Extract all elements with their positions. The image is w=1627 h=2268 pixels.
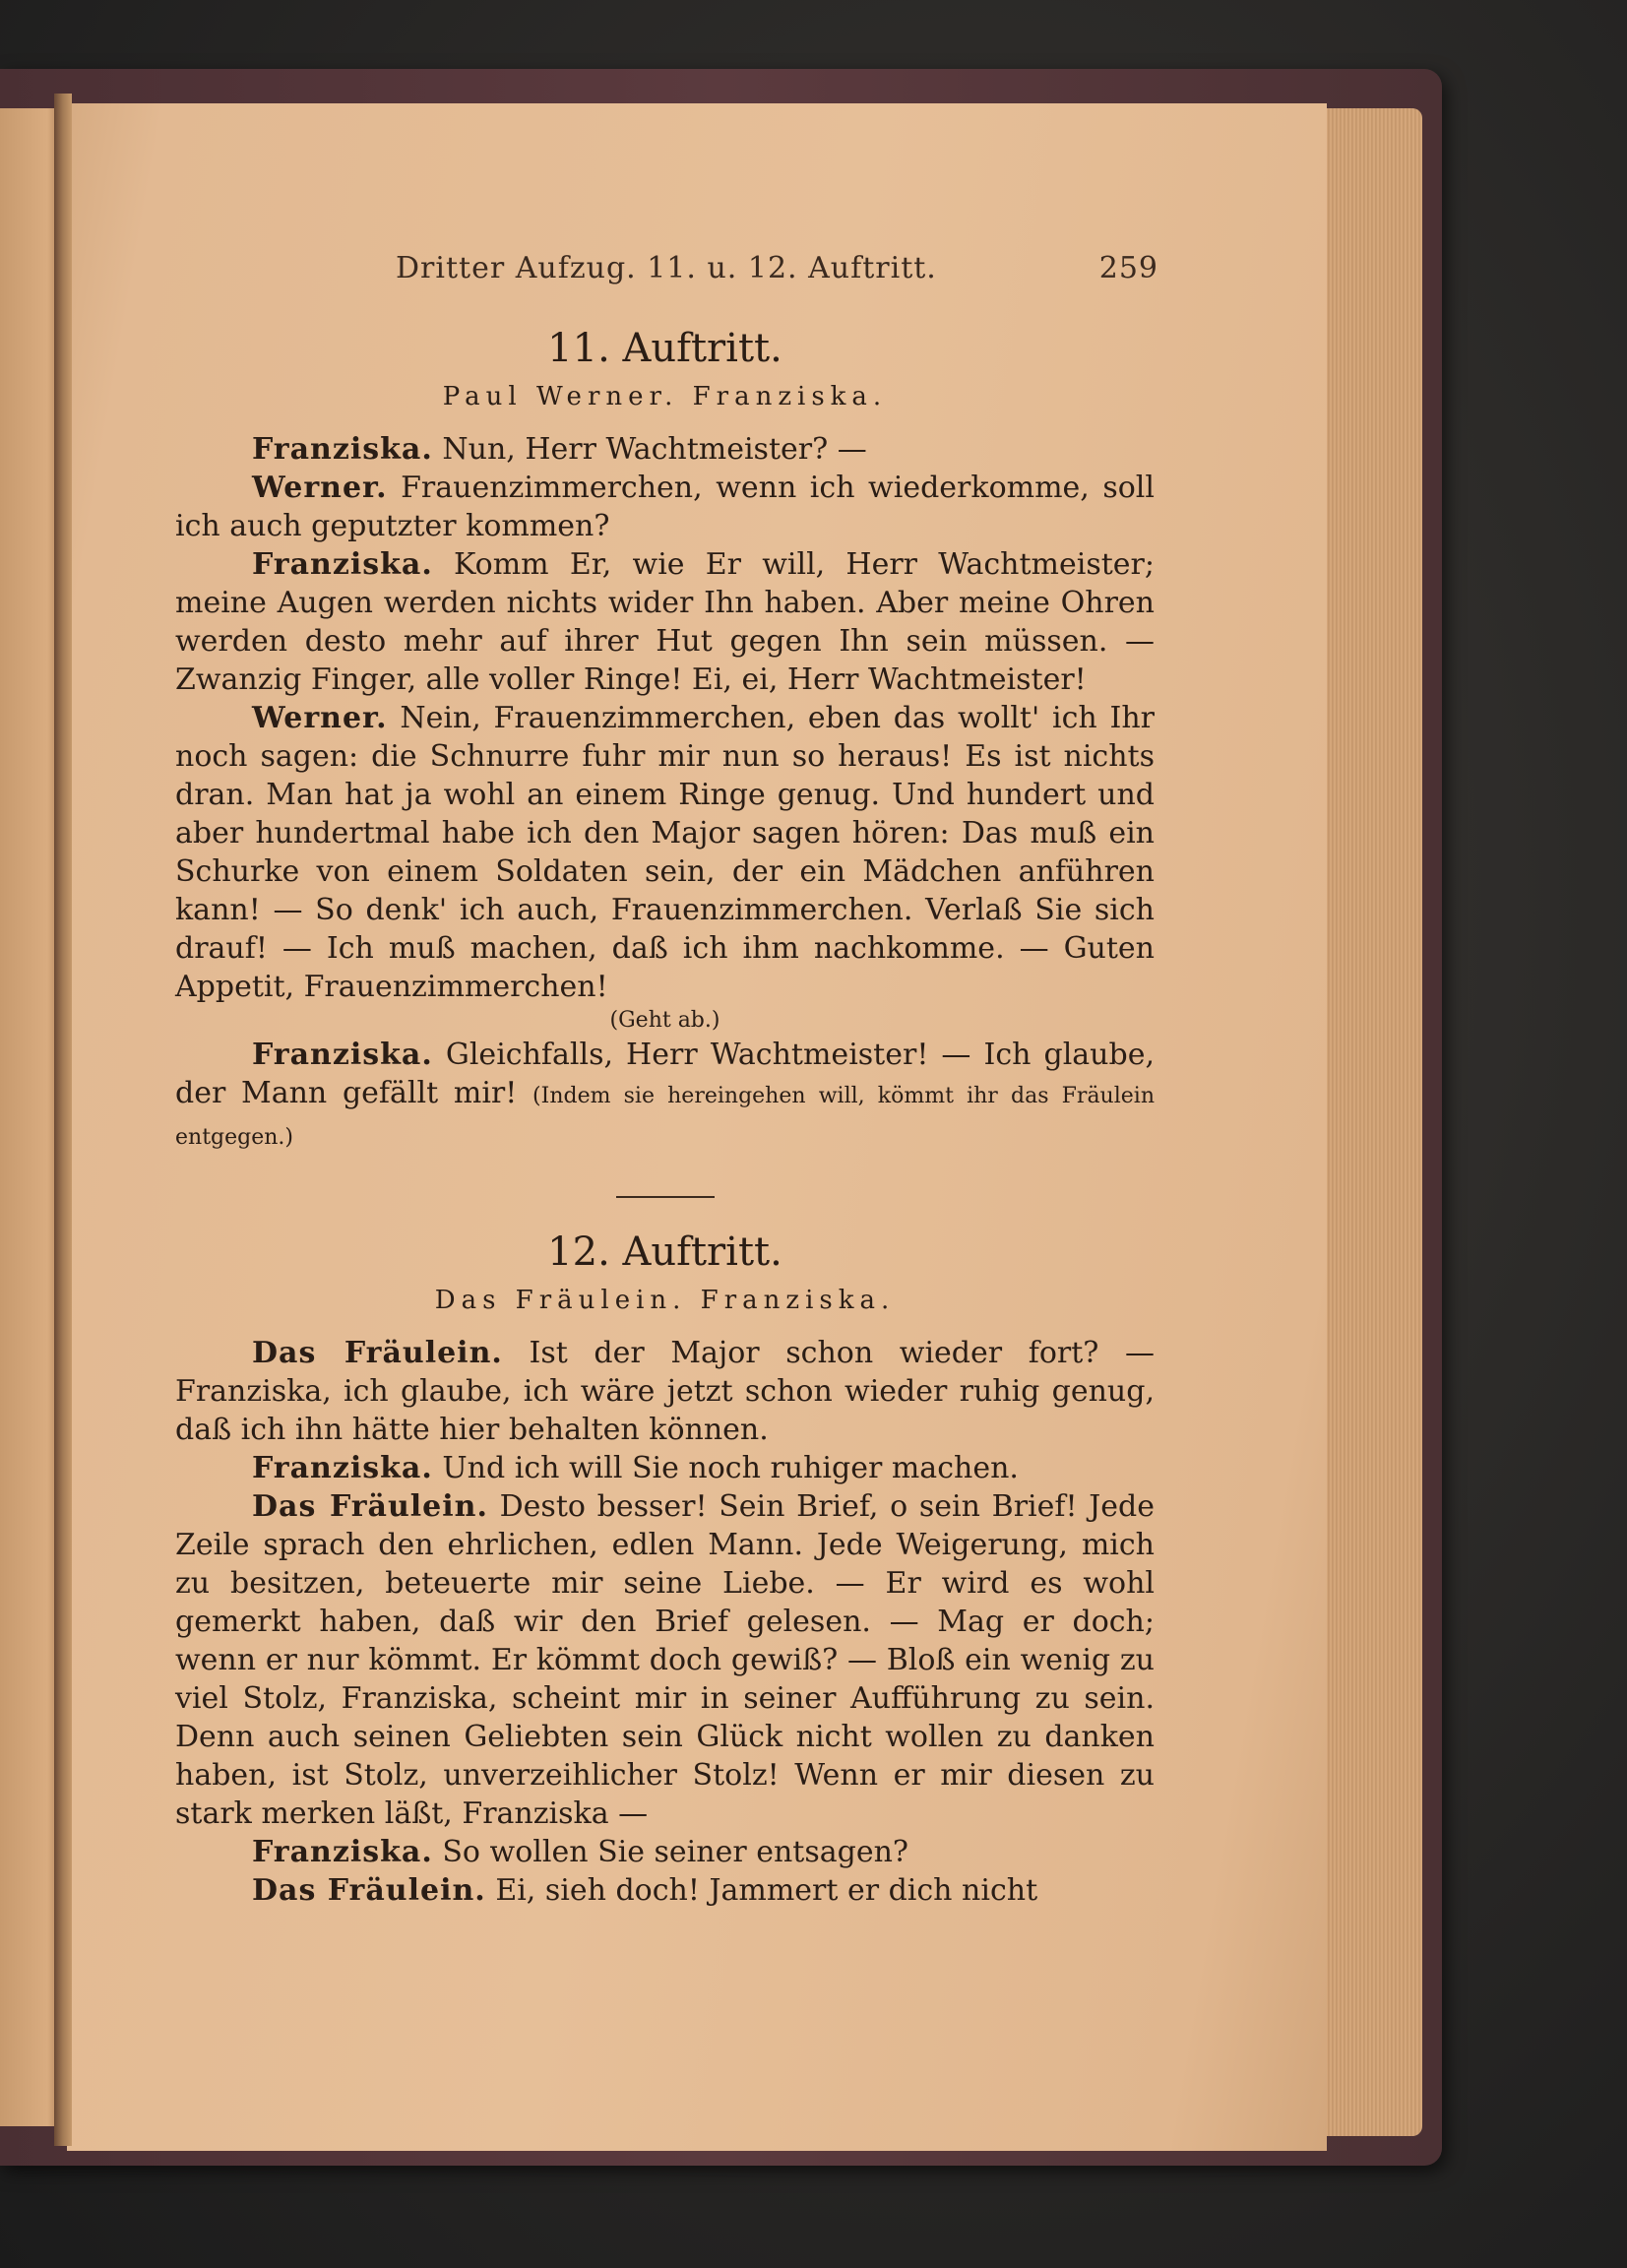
page-number: 259 bbox=[1098, 251, 1158, 285]
dialogue-text: Ist der Major schon wieder fort? — Franziska, ich glaube, ich wäre jetzt schon wieder ruhig genug, daß ich ihn hätte hier behalten können. bbox=[175, 1336, 1155, 1447]
speaker-name: Franziska. bbox=[252, 1038, 433, 1072]
dialogue-line bbox=[175, 1334, 1155, 1449]
speaker-name: Franziska. bbox=[252, 547, 433, 582]
scene-12-heading: 12. Auftritt. bbox=[547, 1229, 782, 1275]
page-edges bbox=[1314, 108, 1422, 2136]
dialogue-line bbox=[175, 430, 1155, 469]
dialogue-text: Desto besser! Sein Brief, o sein Brief! Jede Zeile sprach den ehrlichen, edlen Mann. Jede Weigerung, mich zu besitzen, beteuerte mir seine Liebe. — Er wird es wohl gemerkt haben, daß wir den Brief gelesen. — Mag er doch; wenn er nur kömmt. Er kömmt doch gewiß? — Bloß ein wenig zu viel Stolz, Franziska, scheint mir in seiner Aufführung zu sein. Denn auch seinen Geliebten sein Glück nicht wollen zu danken haben, ist Stolz, unverzeihlicher Stolz! Wenn er mir diesen zu stark merken läßt, Franziska — bbox=[175, 1489, 1155, 1831]
dialogue-line bbox=[175, 469, 1155, 545]
dialogue-text: Nun, Herr Wachtmeister? — bbox=[442, 432, 867, 467]
running-head-title: Dritter Aufzug. 11. u. 12. Auftritt. bbox=[396, 251, 937, 285]
speaker-name: Das Fräulein. bbox=[252, 1336, 503, 1370]
dialogue-text: Ei, sieh doch! Jammert er dich nicht bbox=[495, 1873, 1038, 1908]
page-text bbox=[175, 326, 1155, 1910]
dialogue-line bbox=[175, 1449, 1155, 1487]
dialogue-text: Und ich will Sie noch ruhiger machen. bbox=[442, 1451, 1019, 1485]
dialogue-line bbox=[175, 1833, 1155, 1871]
dialogue-text: So wollen Sie seiner entsagen? bbox=[442, 1835, 908, 1869]
speaker-name: Franziska. bbox=[252, 1835, 433, 1869]
speaker-name: Das Fräulein. bbox=[252, 1873, 486, 1908]
stage-direction: (Indem sie hereingehen will, kömmt ihr das Fräulein entgegen.) bbox=[175, 1084, 1155, 1150]
dialogue-line bbox=[175, 1871, 1155, 1910]
dialogue-text: Komm Er, wie Er will, Herr Wachtmeister; meine Augen werden nichts wider Ihn haben. Aber meine Ohren werden desto mehr auf ihrer Hut gegen Ihn sein müssen. — Zwanzig Finger, alle voller Ringe! Ei, ei, Herr Wachtmeister! bbox=[175, 547, 1155, 697]
scene-12-cast: Das Fräulein. Franziska. bbox=[434, 1286, 896, 1315]
speaker-name: Das Fräulein. bbox=[252, 1489, 488, 1524]
dialogue-text: Gleichfalls, Herr Wachtmeister! — Ich glaube, der Mann gefällt mir! bbox=[175, 1038, 1155, 1110]
scene-11-cast: Paul Werner. Franziska. bbox=[442, 382, 888, 411]
speaker-name: Franziska. bbox=[252, 1451, 433, 1485]
left-page-edge bbox=[0, 108, 59, 2126]
dialogue-line bbox=[175, 699, 1155, 1006]
scene-divider bbox=[616, 1196, 715, 1198]
dialogue-text: Frauenzimmerchen, wenn ich wiederkomme, soll ich auch geputzter kommen? bbox=[175, 471, 1155, 543]
scene-11-heading: 11. Auftritt. bbox=[547, 326, 782, 371]
dialogue-line bbox=[175, 1487, 1155, 1833]
stage-direction-exit: (Geht ab.) bbox=[609, 1008, 720, 1033]
dialogue-text: Nein, Frauenzimmerchen, eben das wollt' ich Ihr noch sagen: die Schnurre fuhr mir nun so heraus! Es ist nichts dran. Man hat ja wohl an einem Ringe genug. Und hundert und aber hundertmal habe ich den Major sagen hören: Das muß ein Schurke von einem Soldaten sein, der ein Mädchen anführen kann! — So denk' ich auch, Frauenzimmerchen. Verlaß Sie sich drauf! — Ich muß machen, daß ich ihm nachkomme. — Guten Appetit, Frauenzimmerchen! bbox=[175, 701, 1155, 1004]
book-gutter bbox=[54, 94, 72, 2146]
speaker-name: Werner. bbox=[252, 701, 388, 735]
speaker-name: Franziska. bbox=[252, 432, 433, 467]
dialogue-line bbox=[175, 1036, 1155, 1157]
dialogue-line bbox=[175, 545, 1155, 699]
speaker-name: Werner. bbox=[252, 471, 388, 505]
